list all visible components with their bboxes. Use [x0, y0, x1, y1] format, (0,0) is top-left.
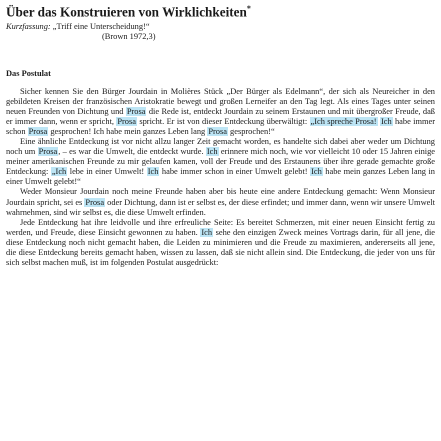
abstract-quote: „Triff eine Unterscheidung!“ — [52, 22, 150, 31]
abstract-citation: (Brown 1972,3) — [102, 32, 156, 41]
text-run: lebe in einer Umwelt! — [67, 167, 147, 177]
paragraph — [6, 87, 435, 137]
highlighted-word: Ich — [311, 167, 322, 177]
highlighted-word: Prosa — [208, 127, 227, 137]
text-run: Jede Entdeckung hat ihre leidvolle und ihre erfreuliche Seite: Es bereitet Schmerzen, mit einer neuen Einsicht fertig zu werden, und Freude, diese Einsicht gewonnen zu haben. — [6, 217, 435, 237]
body-text — [6, 87, 435, 268]
text-run: spricht. Er ist von dieser Entdeckung überwältigt: — [136, 117, 310, 127]
text-run: erinnere mich noch, wie vor vielleicht 10 oder 15 Jahren einige meiner amerikanischen Freunde zu mir gelaufen kamen, voll der Freude und des Erstaunens über ihre gerade gemachte große Entdeckung: — [6, 147, 436, 177]
document-title — [6, 1, 251, 20]
text-run: gesprochen! Ich habe mein ganzes Leben lang — [48, 127, 208, 137]
paragraph — [6, 218, 435, 268]
text-run: habe immer schon — [6, 117, 436, 137]
title-footnote-mark: * — [246, 4, 251, 13]
text-run: gesprochen!“ — [227, 127, 275, 137]
highlighted-word: Ich — [201, 227, 213, 237]
paragraph — [6, 187, 435, 217]
text-run: die Rede ist, entdeckt Jourdain zu seinem Erstaunen und mit übergroßer Freude, daß er immer dann, wenn er spricht, — [6, 107, 435, 127]
highlighted-word: Ich — [380, 117, 392, 127]
section-heading: Das Postulat — [6, 69, 51, 78]
highlighted-word: „Ich — [51, 167, 67, 177]
highlighted-word: Prosa — [126, 107, 146, 117]
text-run: oder Dichtung, dann ist er selbst es, der diese erfindet; und immer dann, wenn wir unsere Umwelt wahrnehmen, sind wir selbst es, die diese Umwelt erfinden. — [6, 197, 435, 217]
highlighted-word: „Ich spreche Prosa! — [310, 117, 377, 127]
highlighted-word: Ich — [206, 147, 218, 157]
highlighted-word: Prosa — [28, 127, 48, 137]
text-run: habe mein ganzes Leben lang in einer Umwelt gelebt!“ — [6, 167, 435, 187]
paragraph — [6, 137, 435, 187]
text-run: habe immer schon in einer Umwelt gelebt! — [159, 167, 311, 177]
text-run: sehe den einzigen Zweck meines Vortrags darin, für all jene, die diese Entdeckung noch nicht gemacht haben, die Leiden zu minimieren und die Freude zu maximieren, andererseits all jene, die diese Entdeckung bereits gemacht haben, wissen zu lassen, daß sie nicht allein sind. Die Entdeckung, die jeder von uns für sich selbst machen muß, ist im folgenden Postulat ausgedrückt: — [6, 227, 435, 267]
highlighted-word: Ich — [147, 167, 159, 177]
text-run: Weder Monsieur Jourdain noch meine Freunde haben aber bis heute eine andere Entdeckung gemacht: Wenn Monsieur Jourdain spricht, sei es — [6, 187, 435, 207]
highlighted-word: Prosa — [85, 197, 105, 207]
text-run: Eine ähnliche Entdeckung ist vor nicht allzu langer Zeit gemacht worden, es handelte sich dabei aber weder um Dichtung noch um — [6, 137, 435, 157]
highlighted-word: Prosa — [38, 147, 58, 157]
highlighted-word: Prosa — [117, 117, 136, 127]
abstract-label: Kurzfassung: — [6, 22, 51, 31]
text-run: , – es war die Umwelt, die entdeckt wurde. — [58, 147, 206, 157]
title-text: Über das Konstruieren von Wirklichkeiten — [6, 4, 247, 20]
text-run: Sicher kennen Sie den Bürger Jourdain in Molières Stück „Der Bürger als Edelmann“, der sich als Neureicher in den gebildeten Kreisen der französischen Aristokratie bewegt und großen Lerneifer an den Tag legt. Als eines Tages unter seinen neuen Freunden von Dichtung und — [6, 87, 435, 117]
abstract — [6, 22, 436, 41]
